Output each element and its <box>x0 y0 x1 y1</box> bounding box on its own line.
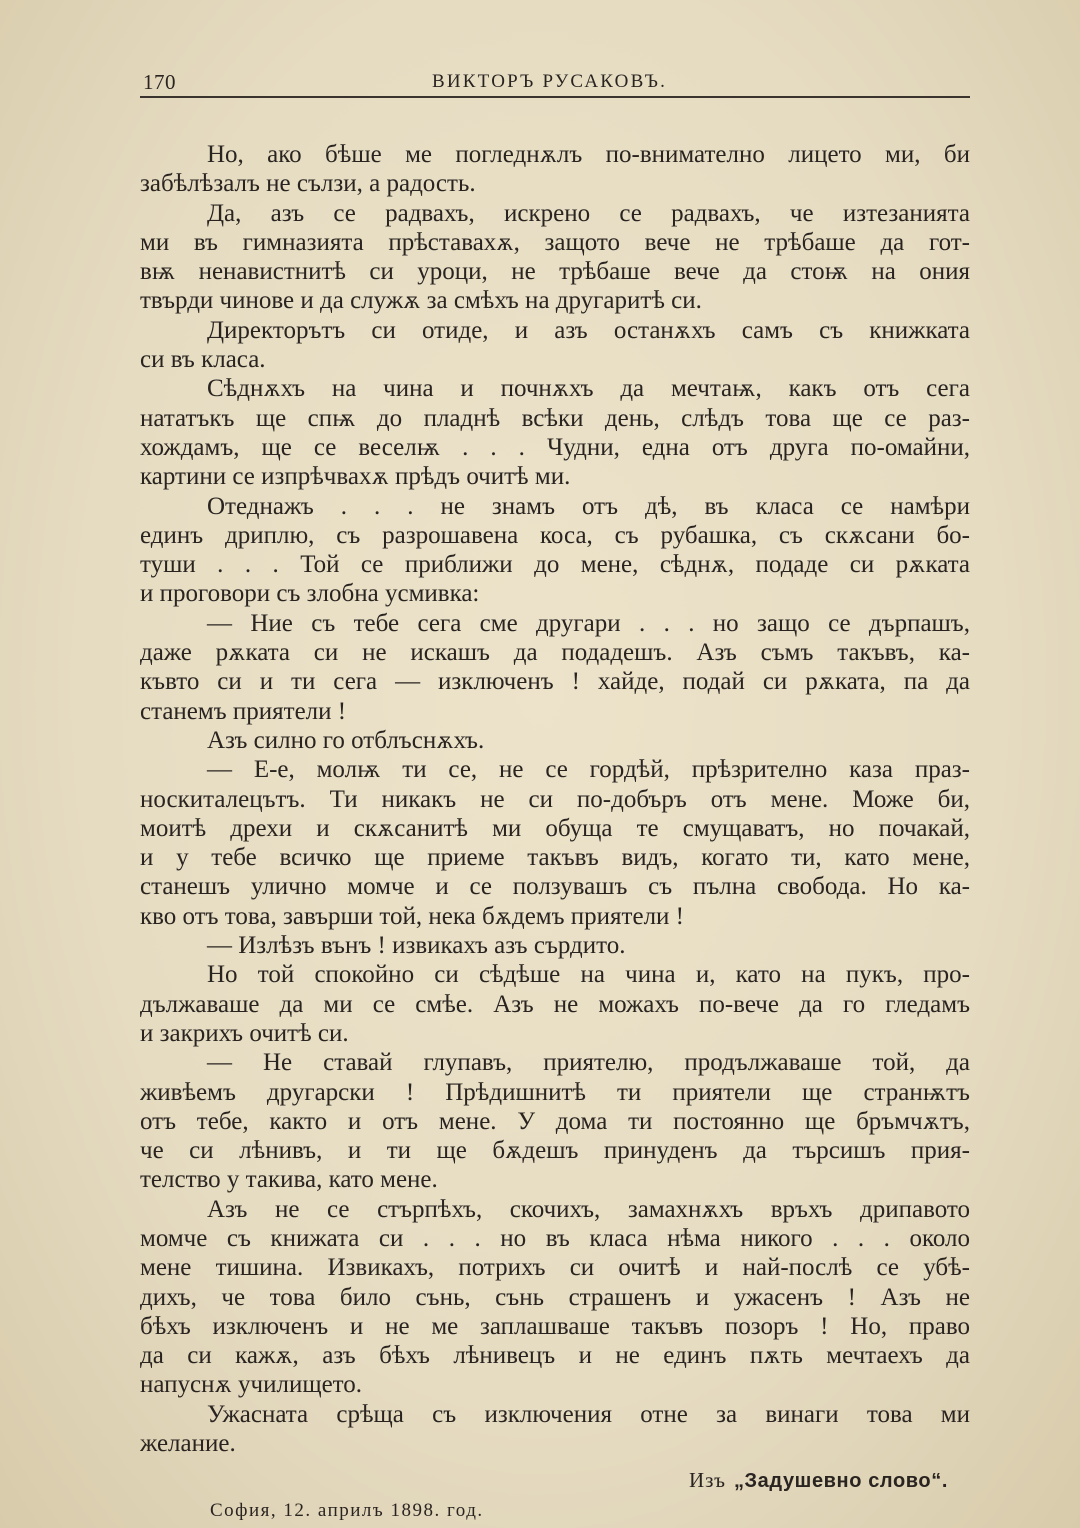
page-number: 170 <box>143 70 176 94</box>
text-line: хождамъ, ще се веселѭ . . . Чудни, една отъ друга по-омайни, <box>140 433 970 461</box>
text-line: Азъ силно го отблъснѫхъ. <box>207 726 485 754</box>
text-line: желание. <box>140 1430 236 1458</box>
dateline: София, 12. априлъ 1898. год. <box>210 1500 484 1521</box>
text-line: Директорътъ си отиде, и азъ останѫхъ самъ съ книжката <box>207 316 970 344</box>
body-text <box>140 140 970 1460</box>
text-line: че си лѣнивъ, и ти ще бѫдешъ принуденъ да търсишъ прия- <box>140 1137 970 1165</box>
text-line: дължаваше да ми се смѣе. Азъ не можахъ по-вече да го гледамъ <box>140 990 970 1018</box>
text-line: и закрихъ очитѣ си. <box>140 1019 349 1047</box>
text-line: носкиталецътъ. Ти никакъ не си по-добъръ отъ мене. Може би, <box>140 785 970 813</box>
text-line: моитѣ дрехи и скѫсанитѣ ми обуща те смущаватъ, но почакай, <box>140 814 970 842</box>
text-line: — Излѣзъ вънъ ! извикахъ азъ сърдито. <box>207 932 626 960</box>
running-header <box>140 68 970 96</box>
text-line: твърди чинове и да служѫ за смѣхъ на другаритѣ си. <box>140 287 702 315</box>
text-line: и проговори съ злобна усмивка: <box>140 580 480 608</box>
text-line: Ужасната срѣща съ изключения отне за винаги това ми <box>207 1400 970 1428</box>
text-line: Азъ не се стърпѣхъ, скочихъ, замахнѫхъ връхъ дрипавото <box>207 1195 970 1223</box>
paragraph <box>140 140 970 199</box>
text-line: отъ тебе, както и отъ мене. У дома ти постоянно ще бръмчѫтъ, <box>140 1107 970 1135</box>
source-prefix: Изъ <box>688 1468 726 1492</box>
text-line: да си кажѫ, азъ бѣхъ лѣнивецъ и не единъ пѫть мечтаехъ да <box>140 1342 970 1370</box>
text-line: и у тебе всичко ще приеме такъвъ видъ, когато ти, като мене, <box>140 844 970 872</box>
text-line: нататъкъ ще спѭ до пладнѣ всѣки день, слѣдъ това ще се раз- <box>140 404 970 432</box>
text-line: Но той спокойно си сѣдѣше на чина и, като на пукъ, про- <box>207 961 970 989</box>
text-line: — Е-е, молѭ ти се, не се гордѣй, прѣзрително каза праз- <box>207 756 970 784</box>
paragraph <box>140 199 970 316</box>
source-title: „Задушевно слово“. <box>733 1470 948 1492</box>
text-line: напуснѫ училището. <box>140 1371 363 1399</box>
text-line: картини се изпрѣчвахѫ прѣдъ очитѣ ми. <box>140 463 571 491</box>
text-line: даже рѫката си не искашъ да подадешъ. Азъ съмъ такъвъ, ка- <box>140 639 970 667</box>
text-line: Но, ако бѣше ме погледнѫлъ по-внимателно лицето ми, би <box>207 141 970 168</box>
text-line: вѭ ненавистнитѣ си уроци, не трѣбаше вече да стоѭ на ония <box>140 258 970 286</box>
paragraph <box>140 316 970 375</box>
paragraph <box>140 755 970 931</box>
running-title: ВИКТОРЪ РУСАКОВЪ. <box>432 71 668 92</box>
text-line: Отеднажъ . . . не знамъ отъ дѣ, въ класа се намѣри <box>207 492 970 520</box>
text-line: — Не ставай глупавъ, приятелю, продължаваше той, да <box>207 1049 970 1077</box>
paragraph <box>140 1400 970 1459</box>
text-line: станемъ приятели ! <box>140 697 347 725</box>
text-line: си въ класа. <box>140 346 266 374</box>
paragraph <box>140 931 970 960</box>
paragraph <box>140 960 970 1048</box>
paragraph <box>140 1195 970 1400</box>
text-line: Сѣднѫхъ на чина и почнѫхъ да мечтаѭ, какъ отъ сега <box>207 375 970 403</box>
paragraph <box>140 726 970 755</box>
header-rule <box>140 96 970 98</box>
source-attribution <box>689 1466 948 1494</box>
paragraph <box>140 374 970 491</box>
text-line: къвто си и ти сега — изключенъ ! хайде, подай си рѫката, па да <box>140 668 970 696</box>
text-line: забѣлѣзалъ не сълзи, а радость. <box>140 170 476 198</box>
text-line: Да, азъ се радвахъ, искрено се радвахъ, че изтезанията <box>207 199 970 227</box>
text-line: живѣемъ другарски ! Прѣдишнитѣ ти приятели ще странѭтъ <box>140 1078 970 1106</box>
text-line: дихъ, че това било сънь, сънь страшенъ и ужасенъ ! Азъ не <box>140 1283 970 1311</box>
text-line: бѣхъ изключенъ и не ме заплашваше такъвъ позоръ ! Но, право <box>140 1312 970 1340</box>
text-line: единъ дриплю, съ разрошавена коса, съ рубашка, съ скѫсани бо- <box>140 521 970 549</box>
text-line: телство у такива, като мене. <box>140 1166 438 1194</box>
paragraph <box>140 492 970 609</box>
text-line: ми въ гимназията прѣставахѫ, защото вече не трѣбаше да гот- <box>140 228 970 256</box>
paragraph <box>140 1048 970 1194</box>
paragraph <box>140 609 970 726</box>
text-line: станешъ улично момче и се ползувашъ съ пълна свобода. Но ка- <box>140 873 970 901</box>
text-line: туши . . . Той се приближи до мене, сѣднѫ, подаде си рѫката <box>140 551 970 579</box>
text-line: мене тишина. Извикахъ, потрихъ си очитѣ и най-послѣ се убѣ- <box>140 1254 970 1282</box>
text-line: кво отъ това, завърши той, нека бѫдемъ приятели ! <box>140 902 685 930</box>
text-line: — Ние съ тебе сега сме другари . . . но защо се дърпашъ, <box>207 609 970 637</box>
text-line: момче съ книжата си . . . но въ класа нѣма никого . . . около <box>140 1224 970 1252</box>
